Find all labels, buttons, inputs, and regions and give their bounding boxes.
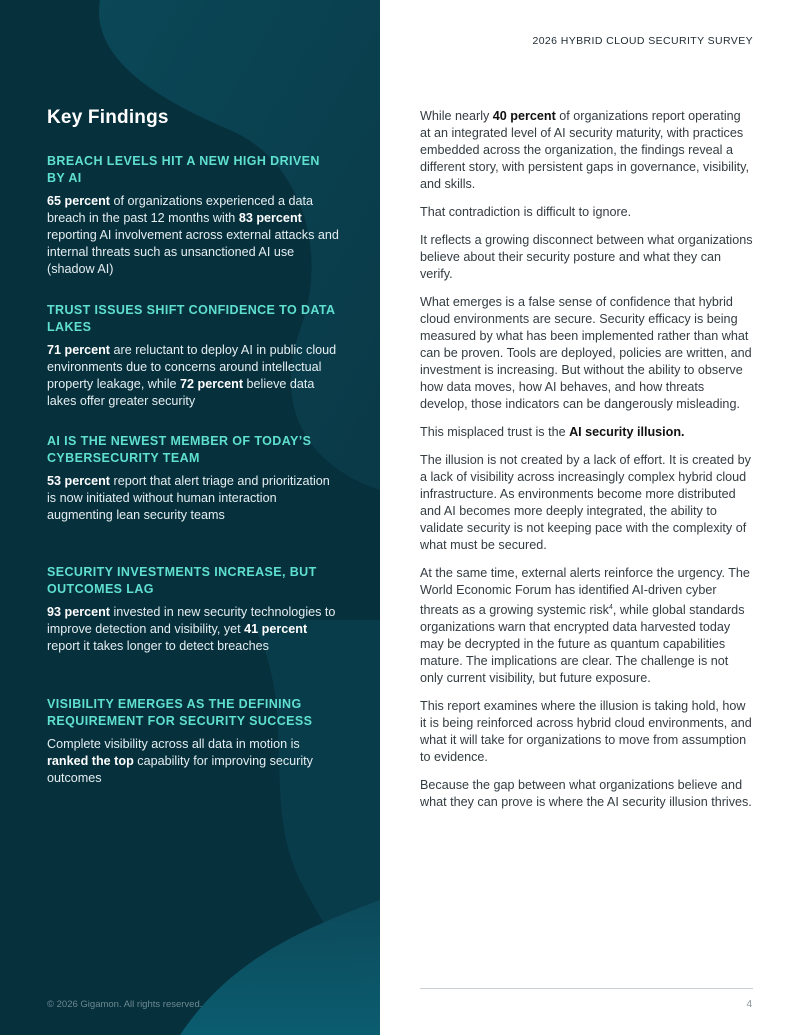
finding-body: 53 percent report that alert triage and prioritization is now initiated without human interaction augmenting lean security teams xyxy=(47,474,330,522)
finding-heading: TRUST ISSUES SHIFT CONFIDENCE TO DATA LAKES xyxy=(47,303,335,334)
footer-divider xyxy=(420,988,753,989)
finding-body: 71 percent are reluctant to deploy AI in public cloud environments due to concerns around intellectual property leakage, while 72 percent believe data lakes offer greater security xyxy=(47,343,337,408)
finding-heading: AI IS THE NEWEST MEMBER OF TODAY’S CYBERSECURITY TEAM xyxy=(47,434,312,465)
finding-body: Complete visibility across all data in motion is ranked the top capability for improving security outcomes xyxy=(47,737,313,785)
copyright-footer: © 2026 Gigamon. All rights reserved. xyxy=(47,999,203,1010)
main-body-text xyxy=(420,108,754,822)
survey-header: 2026 HYBRID CLOUD SECURITY SURVEY xyxy=(532,35,753,47)
paragraph: This misplaced trust is the AI security illusion. xyxy=(420,425,685,439)
finding-visibility xyxy=(47,696,339,787)
finding-heading: SECURITY INVESTMENTS INCREASE, BUT OUTCOMES LAG xyxy=(47,565,317,596)
page-number: 4 xyxy=(746,999,752,1010)
paragraph: At the same time, external alerts reinforce the urgency. The World Economic Forum has identified AI-driven cyber threats as a growing systemic risk$^4$, while global standards organizations warn that encrypted data harvested today may be decrypted in the future as quantum capabilities mature. The implications are clear. The challenge is not only current visibility, but future exposure. xyxy=(420,566,750,686)
finding-heading: BREACH LEVELS HIT A NEW HIGH DRIVEN BY AI xyxy=(47,154,320,185)
paragraph: That contradiction is difficult to ignore. xyxy=(420,205,632,219)
footnote-marker: 4 xyxy=(608,604,613,611)
key-findings-title: Key Findings xyxy=(47,107,169,128)
finding-body: 93 percent invested in new security technologies to improve detection and visibility, yet 41 percent report it takes longer to detect breaches xyxy=(47,605,336,653)
finding-ai-team-member xyxy=(47,433,339,524)
finding-heading: VISIBILITY EMERGES AS THE DEFINING REQUIREMENT FOR SECURITY SUCCESS xyxy=(47,697,313,728)
paragraph: While nearly 40 percent of organizations report operating at an integrated level of AI security maturity, with practices embedded across the organization, the findings reveal a different story, with persistent gaps in governance, visibility, and skills. xyxy=(420,109,749,191)
finding-breach-levels xyxy=(47,153,339,278)
paragraph: It reflects a growing disconnect between what organizations believe about their security posture and what they can verify. xyxy=(420,233,753,281)
paragraph: What emerges is a false sense of confidence that hybrid cloud environments are secure. Security efficacy is being measured by what has been implemented rather than what can be proven. Tools are deployed, policies are written, and investment is increasing. But without the ability to observe how data moves, how AI behaves, and how threats develop, those indicators can be dangerously misleading. xyxy=(420,295,752,411)
finding-security-investments xyxy=(47,564,339,655)
paragraph: Because the gap between what organizations believe and what they can prove is where the AI security illusion thrives. xyxy=(420,778,752,810)
paragraph: The illusion is not created by a lack of effort. It is created by a lack of visibility across increasingly complex hybrid cloud infrastructure. As environments become more distributed and AI becomes more deeply integrated, the ability to validate security is not keeping pace with the complexity of what must be secured. xyxy=(420,453,751,552)
finding-body: 65 percent of organizations experienced a data breach in the past 12 months with 83 percent reporting AI involvement across external attacks and internal threats such as unsanctioned AI use (shadow AI) xyxy=(47,194,339,276)
finding-trust-issues xyxy=(47,302,339,410)
paragraph: This report examines where the illusion is taking hold, how it is being reinforced across hybrid cloud environments, and what it will take for organizations to move from assumption to evidence. xyxy=(420,699,752,765)
